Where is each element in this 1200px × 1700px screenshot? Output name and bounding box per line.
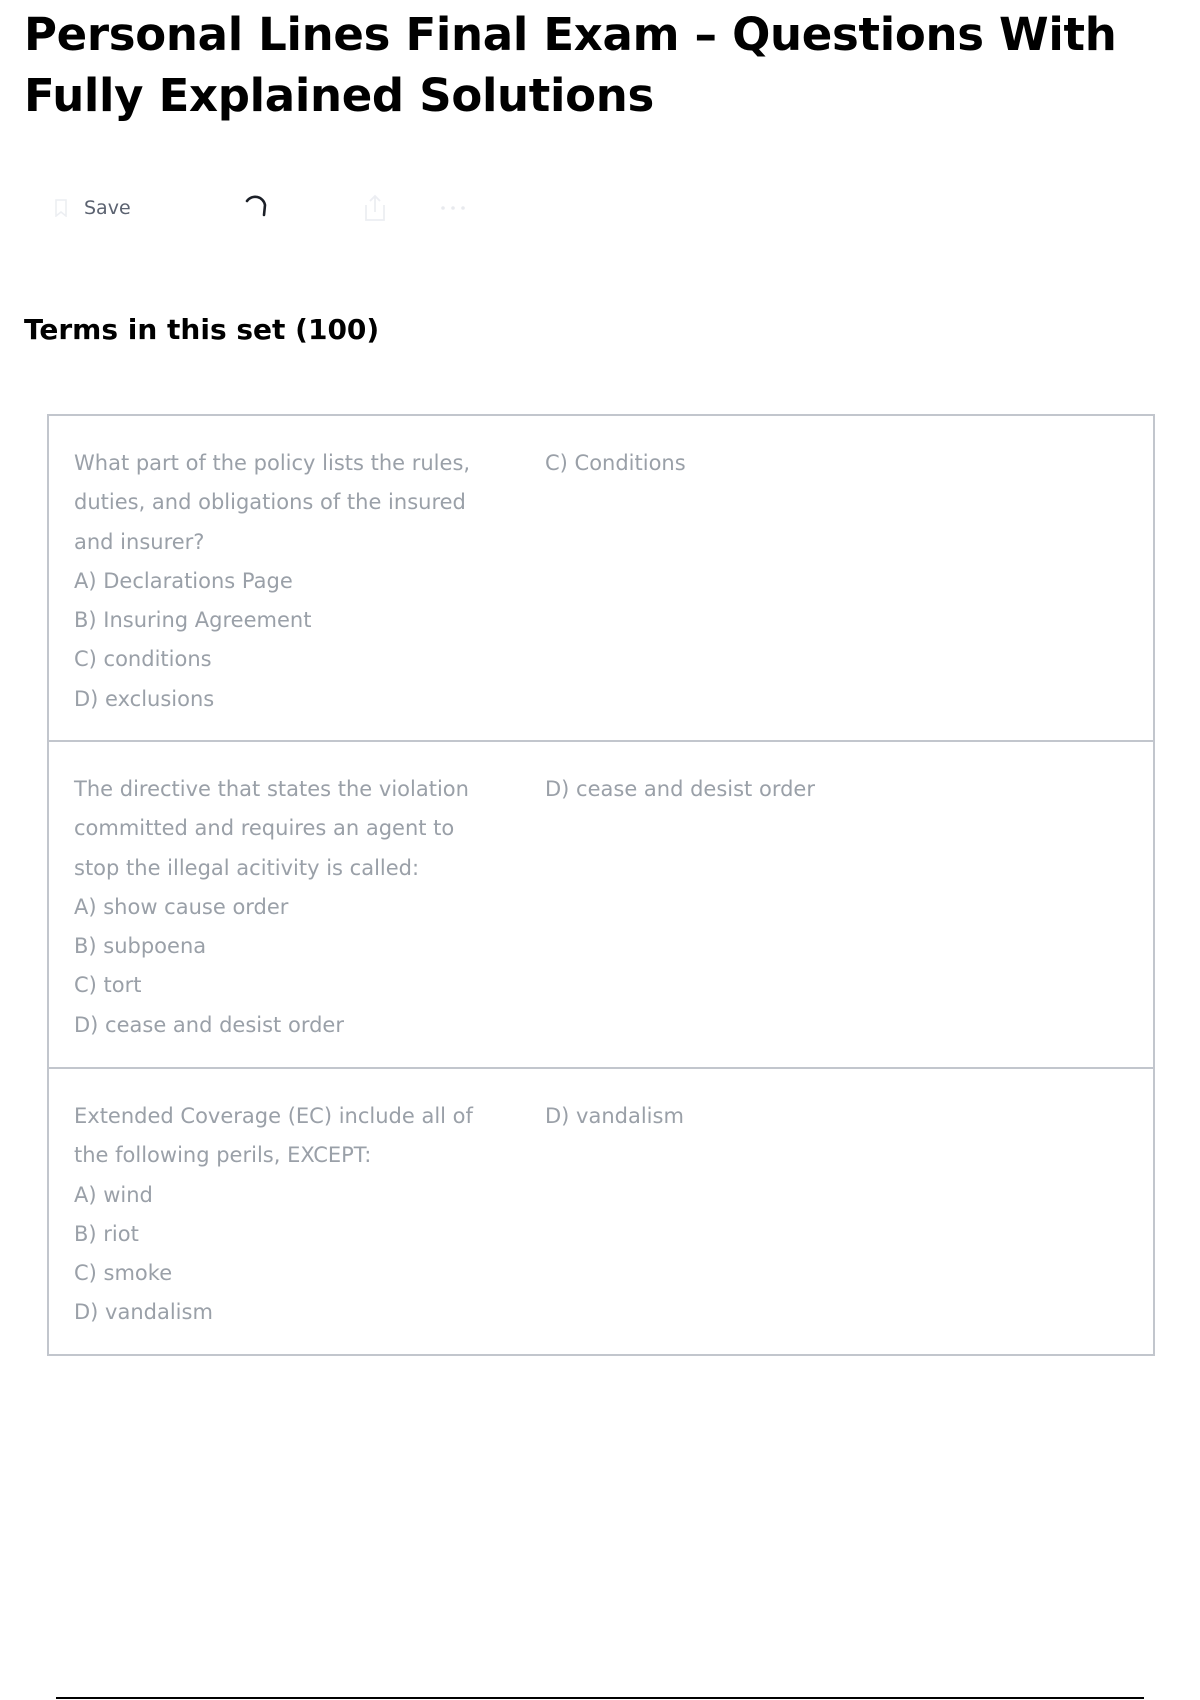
term-answer: D) cease and desist order [545, 777, 815, 801]
option-b: B) subpoena [74, 934, 207, 959]
term-card[interactable] [49, 416, 1153, 742]
question-line: What part of the policy lists the rules, [74, 451, 471, 475]
more-options-icon[interactable] [438, 188, 468, 228]
option-a: A) wind [74, 1182, 153, 1207]
term-question [74, 444, 514, 719]
share-icon[interactable] [362, 188, 388, 228]
question-line: duties, and obligations of the insured [74, 490, 466, 515]
save-label: Save [84, 197, 131, 219]
bookmark-icon [52, 199, 70, 217]
term-answer: D) vandalism [545, 1104, 684, 1128]
question-line: stop the illegal acitivity is called: [74, 855, 420, 880]
term-question [74, 770, 514, 1045]
footer-divider [56, 1697, 1144, 1699]
save-button[interactable] [52, 188, 131, 228]
spinner-icon [242, 188, 272, 228]
option-c: C) tort [74, 973, 142, 998]
set-toolbar [52, 188, 512, 228]
question-line: The directive that states the violation [74, 777, 469, 801]
option-b: B) Insuring Agreement [74, 608, 312, 633]
option-d: D) exclusions [74, 686, 215, 711]
option-b: B) riot [74, 1221, 139, 1246]
terms-list [47, 414, 1155, 1356]
question-line: and insurer? [74, 529, 205, 554]
terms-heading: Terms in this set (100) [24, 313, 380, 346]
option-a: A) Declarations Page [74, 568, 293, 593]
term-answer: C) Conditions [545, 451, 686, 475]
option-d: D) cease and desist order [74, 1012, 344, 1037]
option-c: C) smoke [74, 1261, 173, 1286]
question-line: committed and requires an agent to [74, 816, 455, 841]
question-line: the following perils, EXCEPT: [74, 1143, 372, 1168]
term-card[interactable] [49, 742, 1153, 1069]
question-line: Extended Coverage (EC) include all of [74, 1104, 473, 1128]
term-card[interactable] [49, 1069, 1153, 1354]
page-title: Personal Lines Final Exam – Questions With Fully Explained Solutions [24, 8, 1117, 122]
term-question [74, 1097, 514, 1333]
option-d: D) vandalism [74, 1300, 213, 1325]
option-a: A) show cause order [74, 894, 289, 919]
option-c: C) conditions [74, 647, 212, 672]
